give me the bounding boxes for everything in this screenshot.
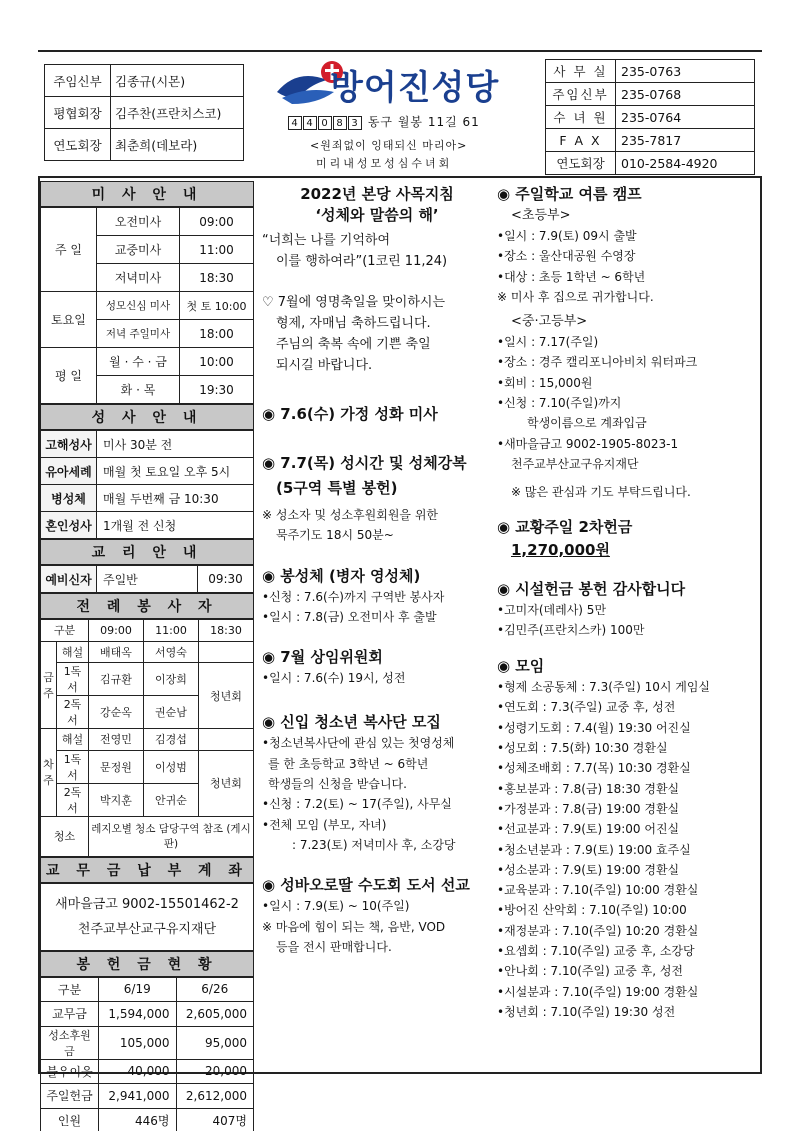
notice-line: •일시 : 7.9(토) ~ 10(주일) (262, 899, 410, 914)
table-cell: 레지오별 청소 담당구역 참조 (게시판) (89, 816, 254, 856)
list-item: •방어진 산악회 : 7.10(주일) 10:00 (497, 903, 687, 918)
table-cell: 18:30 (180, 264, 254, 292)
notice-line: ◉ 신입 청소년 복사단 모집 (262, 713, 441, 732)
table-cell: 김규환 (89, 663, 144, 696)
notice-line: •새마을금고 9002-1905-8023-1 (497, 436, 679, 451)
notice-line: ◉ 7.6(수) 가정 성화 미사 (262, 405, 438, 423)
notice-line: 를 한 초등학교 3학년 ~ 6학년 (268, 756, 429, 771)
table-cell: 오전미사 (97, 208, 180, 236)
table-cell: 407명 (176, 1108, 254, 1131)
sacrament-title: 성 사 안 내 (40, 404, 254, 430)
table-cell: 09:30 (198, 566, 254, 593)
table-cell: 2독서 (57, 783, 89, 816)
table-cell: 예비신자 (41, 566, 97, 593)
notice-line: •일시 : 7.9(토) 09시 출발 (497, 229, 637, 243)
table-cell: 인원 (41, 1108, 99, 1131)
table-cell: 2,941,000 (99, 1084, 177, 1109)
list-item: •청년회 : 7.10(주일) 19:30 성전 (497, 1004, 676, 1019)
list-item: •교육분과 : 7.10(주일) 10:00 경환실 (497, 883, 699, 898)
notice-line: ※ 성소자 및 성소후원회원을 위한 (262, 508, 439, 522)
patron-text: <원죄없이 잉태되신 마리아> (310, 139, 468, 152)
list-item: •선교분과 : 7.9(토) 19:00 어진실 (497, 822, 680, 837)
list-item: •안나회 : 7.10(주일) 교중 후, 성전 (497, 964, 684, 979)
table-cell: 235-7817 (616, 129, 755, 152)
table-cell: 고해성사 (41, 431, 97, 458)
notice-line: •고미자(데레사) 5만 (497, 602, 607, 617)
table-cell: 토요일 (41, 292, 97, 348)
table-cell: 19:30 (180, 376, 254, 404)
table-cell: 235-0768 (616, 83, 755, 106)
table-cell: 010-2584-4920 (616, 152, 755, 175)
notice-line: 묵주기도 18시 50분~ (276, 528, 394, 543)
table-cell: 사 무 실 (546, 60, 616, 83)
table-cell: 차 주 (41, 729, 57, 817)
list-item: •가정분과 : 7.8(금) 19:00 경환실 (497, 801, 680, 816)
table-cell: 화 · 목 (97, 376, 180, 404)
table-cell: 유아세례 (41, 458, 97, 485)
table-cell: 김경섭 (143, 729, 198, 751)
table-cell: 권순남 (143, 696, 198, 729)
table-cell: 09:00 (89, 620, 144, 642)
table-cell: 2,612,000 (176, 1084, 254, 1109)
offering-title: 봉 헌 금 현 황 (40, 951, 254, 977)
doctrine-title: 교 리 안 내 (40, 539, 254, 565)
table-cell: 첫 토 10:00 (180, 292, 254, 320)
table-cell: 6/19 (99, 977, 177, 1002)
table-cell: 저녁미사 (97, 264, 180, 292)
table-cell: 해설 (57, 729, 89, 751)
table-cell: 혼인성사 (41, 512, 97, 539)
list-item: •홍보분과 : 7.8(금) 18:30 경환실 (497, 781, 680, 796)
table-cell: 불우이웃 (41, 1059, 99, 1084)
header-left-table (44, 64, 244, 161)
header-value: 최춘희(데보라) (111, 129, 244, 161)
notice-line: •신청 : 7.6(수)까지 구역반 봉사자 (262, 589, 445, 604)
doctrine-table (40, 565, 254, 593)
notice-line: ◉ 모임 (497, 657, 545, 676)
table-cell: 주임신부 (546, 83, 616, 106)
table-cell: 2독서 (57, 696, 89, 729)
table-cell: 강순옥 (89, 696, 144, 729)
table-cell: 235-0763 (616, 60, 755, 83)
list-item: •형제 소공동체 : 7.3(주일) 10시 게임실 (497, 680, 711, 695)
table-cell: 95,000 (176, 1026, 254, 1059)
table-cell: 1,594,000 (99, 1002, 177, 1027)
meeting-list (497, 677, 759, 1022)
table-cell: 배태옥 (89, 641, 144, 663)
notice-line: ◉ 주일학교 여름 캠프 (497, 185, 642, 203)
convent-text: 미리내성모성심수녀회 (316, 157, 453, 170)
notice-line: 천주교부산교구유지재단 (511, 456, 639, 471)
notice-line: 되시길 바랍니다. (276, 358, 373, 373)
table-cell (198, 641, 253, 663)
table-cell: 미사 30분 전 (97, 431, 254, 458)
list-item: •성소분과 : 7.9(토) 19:00 경환실 (497, 862, 680, 877)
mass-title: 미 사 안 내 (40, 181, 254, 207)
duty-title: 전 례 봉 사 자 (40, 593, 254, 619)
table-cell: 안귀순 (143, 783, 198, 816)
notice-line: •장소 : 경주 캘리포니아비치 워터파크 (497, 355, 698, 370)
notice-line: ◉ 봉성체 (병자 영성체) (262, 566, 421, 585)
notice-line: 이를 행하여라”(1코린 11,24) (276, 254, 448, 269)
table-cell: 11:00 (143, 620, 198, 642)
header-label: 평협회장 (45, 97, 111, 129)
notice-line: ◉ 교황주일 2차헌금 (497, 517, 633, 536)
header-label: 연도회장 (45, 129, 111, 161)
table-cell: 11:00 (180, 236, 254, 264)
contact-table (545, 59, 755, 175)
duty-table (40, 619, 254, 857)
table-cell: 주일반 (97, 566, 198, 593)
table-cell (198, 729, 253, 751)
notice-line: 1,270,000원 (511, 540, 610, 559)
table-cell: 1독서 (57, 663, 89, 696)
table-cell: 18:30 (198, 620, 253, 642)
table-cell: 1독서 (57, 750, 89, 783)
table-cell: 주일헌금 (41, 1084, 99, 1109)
account-box: 새마을금고 9002-15501462-2 천주교부산교구유지재단 (40, 883, 254, 951)
table-cell: 2,605,000 (176, 1002, 254, 1027)
list-item: •성체조배회 : 7.7(목) 10:30 경환실 (497, 761, 691, 776)
notice-line: ‘성체와 말씀의 해’ (315, 206, 439, 224)
notice-line: •회비 : 15,000원 (497, 375, 593, 390)
notice-column-middle (262, 184, 492, 957)
list-item: •시설분과 : 7.10(주일) 19:00 경환실 (497, 984, 699, 999)
table-cell: 1개월 전 신청 (97, 512, 254, 539)
notice-line: ♡ 7월에 영명축일을 맞이하시는 (262, 295, 446, 310)
table-cell: 교무금 (41, 1002, 99, 1027)
table-cell: 금 주 (41, 641, 57, 729)
table-cell: 매월 두번째 금 10:30 (97, 485, 254, 512)
table-cell: 연도회장 (546, 152, 616, 175)
table-cell: 해설 (57, 641, 89, 663)
table-cell: 10:00 (180, 348, 254, 376)
table-cell: 446명 (99, 1108, 177, 1131)
address (288, 113, 480, 130)
sacrament-table (40, 430, 254, 539)
list-item: •성령기도회 : 7.4(월) 19:30 어진실 (497, 720, 691, 735)
table-cell: 이장희 (143, 663, 198, 696)
notice-line: ◉ 성바오로딸 수도회 도서 선교 (262, 876, 470, 895)
notice-line: •김민주(프란치스카) 100만 (497, 622, 645, 637)
table-cell: 청년회 (198, 663, 253, 729)
table-cell: 40,000 (99, 1059, 177, 1084)
notice-line: ※ 마음에 힘이 되는 책, 음반, VOD (262, 919, 446, 934)
notice-line: ◉ 7.7(목) 성시간 및 성체강복 (262, 454, 467, 472)
table-cell: 성모신심 미사 (97, 292, 180, 320)
table-cell: 09:00 (180, 208, 254, 236)
table-cell: 저녁 주일미사 (97, 320, 180, 348)
notice-column-right (497, 184, 759, 1022)
notice-line: 학생들의 신청을 받습니다. (268, 777, 407, 792)
table-cell: 수 녀 원 (546, 106, 616, 129)
list-item: •성모회 : 7.5(화) 10:30 경환실 (497, 741, 668, 756)
notice-line: •대상 : 초등 1학년 ~ 6학년 (497, 269, 646, 284)
list-item: •청소년분과 : 7.9(토) 19:00 효주실 (497, 842, 691, 857)
header-value: 김주찬(프란치스코) (111, 97, 244, 129)
notice-line: <초등부> (511, 208, 571, 223)
table-cell: 6/26 (176, 977, 254, 1002)
notice-line: ◉ 시설헌금 봉헌 감사합니다 (497, 579, 686, 598)
list-item: •요셉회 : 7.10(주일) 교중 후, 소강당 (497, 944, 695, 959)
table-cell: 문정원 (89, 750, 144, 783)
table-cell: 월 · 수 · 금 (97, 348, 180, 376)
table-cell: 105,000 (99, 1026, 177, 1059)
mass-table (40, 207, 254, 404)
table-cell: 성소후원금 (41, 1026, 99, 1059)
notice-line: “너희는 나를 기억하여 (262, 233, 391, 248)
table-cell: 전영민 (89, 729, 144, 751)
notice-line: (5구역 특별 봉헌) (276, 479, 398, 497)
table-cell: 구분 (41, 977, 99, 1002)
notice-line: ※ 미사 후 집으로 귀가합니다. (497, 289, 654, 304)
notice-line: 2022년 본당 사목지침 (300, 185, 454, 203)
notice-line: ※ 많은 관심과 기도 부탁드립니다. (511, 485, 691, 500)
table-cell: 청년회 (198, 750, 253, 816)
table-cell: 병성체 (41, 485, 97, 512)
notice-line: ◉ 7월 상임위원회 (262, 648, 383, 667)
table-cell: 평 일 (41, 348, 97, 404)
notice-line: •신청 : 7.10(주일)까지 (497, 396, 622, 411)
notice-line: 주님의 축복 속에 기쁜 축일 (276, 337, 431, 352)
list-item: •연도회 : 7.3(주일) 교중 후, 성전 (497, 700, 676, 715)
notice-line: •일시 : 7.6(수) 19시, 성전 (262, 671, 406, 686)
notice-line: 학생이름으로 계좌입금 (527, 416, 647, 431)
notice-line: •신청 : 7.2(토) ~ 17(주일), 사무실 (262, 797, 452, 812)
notice-line: •전체 모임 (부모, 자녀) (262, 817, 387, 832)
table-cell: 구분 (41, 620, 89, 642)
address-text: 동구 월봉 11길 61 (367, 115, 480, 129)
header-value: 김종규(시몬) (111, 65, 244, 97)
church-name: 방어진성당 (330, 68, 500, 108)
notice-line: 형제, 자매님 축하드립니다. (276, 316, 431, 331)
table-cell: 235-0764 (616, 106, 755, 129)
zip-code: 4 4 0 8 3 (288, 115, 368, 129)
notice-line: •청소년복사단에 관심 있는 첫영성체 (262, 736, 455, 751)
table-cell: 18:00 (180, 320, 254, 348)
table-cell: 이성범 (143, 750, 198, 783)
notice-line: •일시 : 7.8(금) 오전미사 후 출발 (262, 609, 437, 624)
notice-line: •장소 : 울산대공원 수영장 (497, 249, 636, 264)
account-title: 교 무 금 납 부 계 좌 (40, 857, 254, 883)
table-cell: 서영숙 (143, 641, 198, 663)
list-item: •재정분과 : 7.10(주일) 10:20 경환실 (497, 923, 699, 938)
table-cell: F A X (546, 129, 616, 152)
table-cell: 주 일 (41, 208, 97, 292)
table-cell: 청소 (41, 816, 89, 856)
top-rule (38, 50, 762, 52)
header-label: 주임신부 (45, 65, 111, 97)
table-cell: 박지훈 (89, 783, 144, 816)
offering-table (40, 977, 254, 1131)
notice-line: 등을 전시 판매합니다. (276, 939, 392, 954)
table-cell: 교중미사 (97, 236, 180, 264)
table-cell: 매월 첫 토요일 오후 5시 (97, 458, 254, 485)
notice-line: : 7.23(토) 저녁미사 후, 소강당 (292, 837, 456, 852)
notice-line: •일시 : 7.17(주일) (497, 335, 599, 350)
table-cell: 20,000 (176, 1059, 254, 1084)
notice-line: <중·고등부> (511, 314, 588, 330)
sidebar (40, 181, 254, 1131)
